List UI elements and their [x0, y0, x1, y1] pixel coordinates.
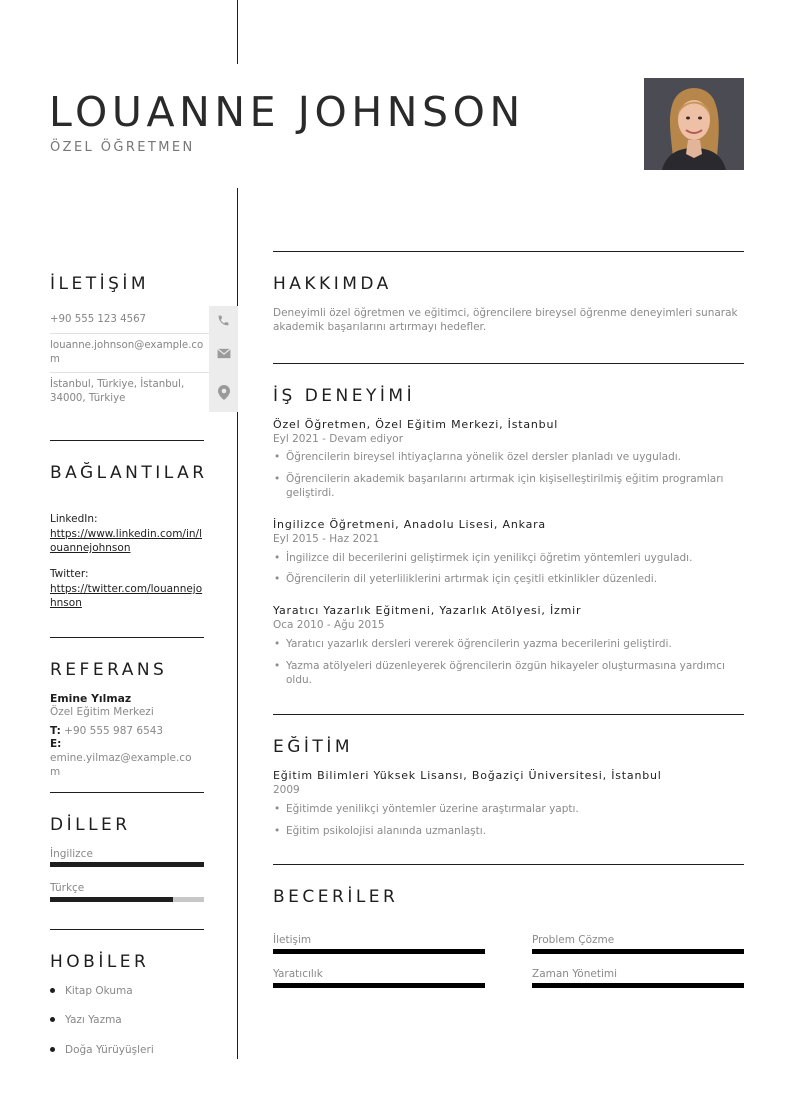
reference-phone-line	[50, 724, 204, 738]
reference-email-line	[50, 737, 204, 779]
hobbies-section-title: HOBİLER	[50, 952, 150, 972]
job-bullet: • İngilizce dil becerilerini geliştirmek için yenilikçi öğretim yöntemleri uyguladı.	[274, 552, 693, 564]
skill-label: Zaman Yönetimi	[532, 968, 618, 980]
map-pin-icon	[209, 373, 238, 412]
job-bullet: • Öğrencilerin bireysel ihtiyaçlarına yönelik özel dersler planladı ve uyguladı.	[274, 451, 682, 463]
job-bullet: • Öğrencilerin dil yeterliliklerini artırmak için çeşitli etkinlikler düzenledi.	[274, 573, 658, 585]
divider-reference	[50, 637, 204, 638]
divider-education	[273, 714, 744, 715]
contact-section-title: İLETİŞİM	[50, 274, 150, 294]
education-bullet: • Eğitimde yenilikçi yöntemler üzerine araştırmalar yaptı.	[274, 803, 579, 815]
linkedin-link[interactable]: https://www.linkedin.com/in/louannejohnson	[50, 528, 202, 554]
skills-section-title: BECERİLER	[273, 887, 399, 907]
hobby-item: Kitap Okuma	[50, 985, 133, 997]
contact-email-row	[50, 334, 238, 373]
job-title: İngilizce Öğretmeni, Anadolu Lisesi, Ankara	[273, 518, 546, 531]
divider-skills	[273, 864, 744, 865]
phone-icon	[209, 306, 238, 334]
language-english-label: İngilizce	[50, 848, 93, 860]
about-text: Deneyimli özel öğretmen ve eğitimci, öğrencilere bireysel öğrenme deneyimleri sunarak akademik başarılarını artırmayı hedefler.	[273, 307, 738, 333]
language-english-bar	[50, 862, 204, 867]
job-bullet: • Öğrencilerin akademik başarılarını artırmak için kişiselleştirilmiş eğitim programları geliştirdi.	[274, 473, 724, 499]
bullet-dot-icon	[50, 1047, 55, 1052]
skill-bar	[532, 949, 744, 954]
language-turkish-label: Türkçe	[50, 882, 85, 894]
experience-section-title: İŞ DENEYİMİ	[273, 386, 416, 406]
twitter-link[interactable]: https://twitter.com/louannejohnson	[50, 583, 203, 609]
language-english-bar-fill	[50, 862, 204, 867]
divider-links	[50, 440, 204, 441]
contact-address: İstanbul, Türkiye, İstanbul, 34000, Türkiye	[50, 379, 185, 404]
links-section-title: BAĞLANTILAR	[50, 463, 208, 483]
skill-bar	[273, 949, 485, 954]
contact-phone: +90 555 123 4567	[50, 314, 147, 325]
bullet-dot-icon	[50, 1017, 55, 1022]
linkedin-label: LinkedIn:	[50, 513, 98, 525]
skill-label: Problem Çözme	[532, 934, 615, 946]
languages-section-title: DİLLER	[50, 815, 131, 835]
divider-about	[273, 251, 744, 252]
contact-address-row	[50, 373, 238, 412]
job-title: Özel Öğretmen, Özel Eğitim Merkezi, İstanbul	[273, 418, 559, 431]
job-date: Eyl 2015 - Haz 2021	[273, 533, 380, 545]
reference-org: Özel Eğitim Merkezi	[50, 706, 154, 718]
candidate-name: LOUANNE JOHNSON	[49, 88, 525, 136]
about-section-title: HAKKIMDA	[273, 274, 392, 294]
skill-label: İletişim	[273, 934, 312, 946]
divider-top	[237, 0, 238, 64]
skill-bar-fill	[532, 949, 744, 954]
skill-bar-fill	[273, 983, 485, 988]
language-turkish-bar-fill	[50, 897, 173, 902]
contact-phone-row	[50, 306, 238, 334]
envelope-icon	[209, 334, 238, 373]
profile-photo	[644, 78, 744, 170]
twitter-label: Twitter:	[50, 568, 89, 580]
hobby-item: Yazı Yazma	[50, 1014, 122, 1026]
divider-languages	[50, 792, 204, 793]
education-bullet: • Eğitim psikolojisi alanında uzmanlaştı.	[274, 825, 487, 837]
divider-experience	[273, 363, 744, 364]
hobby-item: Doğa Yürüyüşleri	[50, 1044, 154, 1056]
skill-bar	[273, 983, 485, 988]
bullet-dot-icon	[50, 988, 55, 993]
reference-phone: +90 555 987 6543	[64, 725, 164, 737]
job-bullet: • Yaratıcı yazarlık dersleri vererek öğrencilerin yazma becerilerini geliştirdi.	[274, 638, 672, 650]
divider-hobbies	[50, 929, 204, 930]
job-date: Eyl 2021 - Devam ediyor	[273, 433, 404, 445]
skill-bar	[532, 983, 744, 988]
language-turkish-bar	[50, 897, 204, 902]
skill-bar-fill	[532, 983, 744, 988]
reference-email[interactable]: emine.yilmaz@example.com	[50, 752, 192, 778]
job-bullet: • Yazma atölyeleri düzenleyerek öğrencilerin özgün hikayeler oluşturmasına yardımcı oldu.	[274, 660, 725, 686]
job-title: Yaratıcı Yazarlık Eğitmeni, Yazarlık Atölyesi, İzmir	[273, 604, 582, 617]
reference-email-label: E:	[50, 738, 62, 750]
skill-label: Yaratıcılık	[273, 968, 323, 980]
reference-name: Emine Yılmaz	[50, 692, 132, 705]
job-date: Oca 2010 - Ağu 2015	[273, 619, 385, 631]
education-degree: Eğitim Bilimleri Yüksek Lisansı, Boğaziçi Üniversitesi, İstanbul	[273, 769, 662, 782]
reference-phone-label: T:	[50, 725, 61, 737]
candidate-role: ÖZEL ÖĞRETMEN	[50, 140, 195, 155]
education-year: 2009	[273, 784, 300, 796]
skill-bar-fill	[273, 949, 485, 954]
contact-email[interactable]: louanne.johnson@example.com	[50, 340, 204, 365]
education-section-title: EĞİTİM	[273, 737, 353, 757]
reference-section-title: REFERANS	[50, 660, 168, 680]
